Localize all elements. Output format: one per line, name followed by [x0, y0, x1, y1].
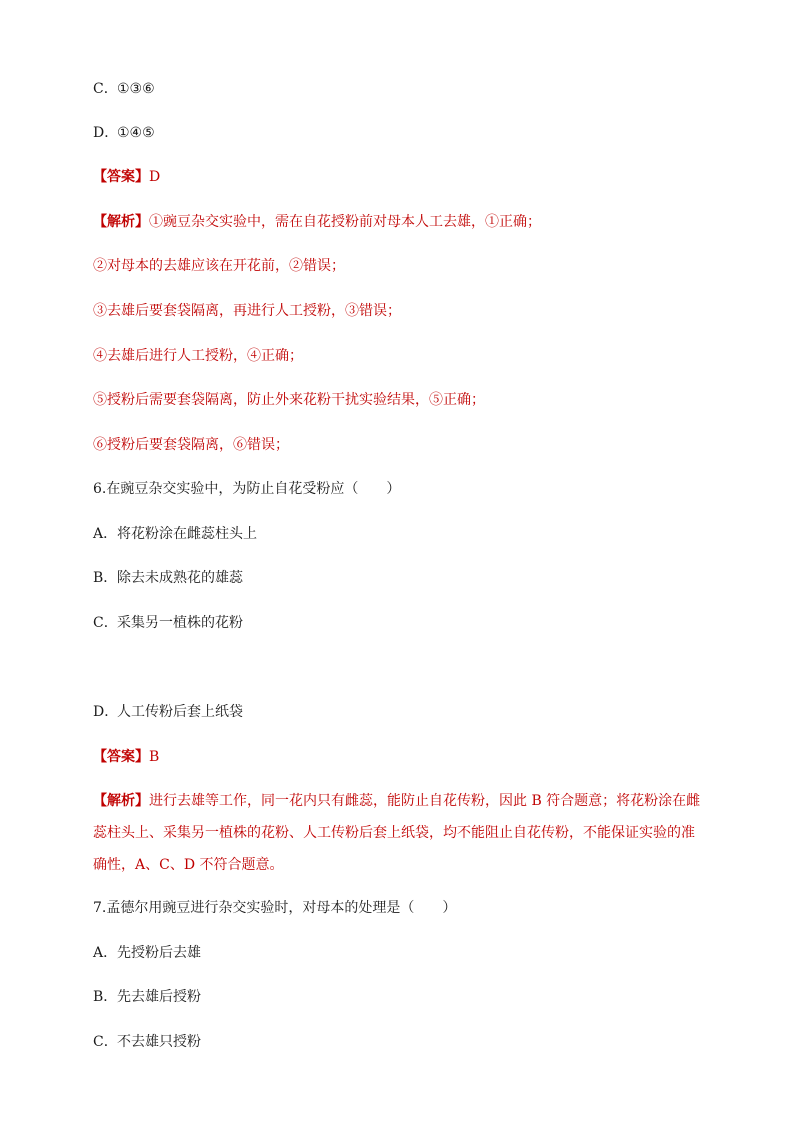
- option-text: ①③⑥: [117, 81, 155, 97]
- answer-tag: 【答案】: [93, 749, 149, 765]
- option-text: 不去雄只授粉: [117, 1034, 201, 1050]
- option-letter: C．: [93, 1034, 118, 1050]
- answer-value: B: [149, 749, 160, 765]
- analysis-text: 进行去雄等工作，同一花内只有雌蕊，能防止自花传粉，因此 B 符合题意；将花粉涂在雌蕊柱头上、采集另一植株的花粉、人工传粉后套上纸袋，均不能阻止自花传粉，不能保证实验的准确性，A、C、D 不符合题意。: [93, 793, 701, 873]
- analysis-text: ①豌豆杂交实验中，需在自花授粉前对母本人工去雄，①正确；: [149, 214, 541, 230]
- q5-option-c: [93, 79, 155, 99]
- analysis-tag: 【解析】: [93, 214, 149, 230]
- option-letter: D．: [93, 125, 119, 141]
- option-letter: C．: [93, 81, 118, 97]
- answer-value: D: [149, 169, 161, 185]
- option-letter: A．: [93, 945, 118, 961]
- q6-option-b: [93, 568, 243, 588]
- q5-analysis-line-2: ②对母本的去雄应该在开花前，②错误；: [93, 258, 345, 274]
- option-letter: D．: [93, 704, 119, 720]
- q6-option-d: [93, 702, 243, 722]
- q6-stem: 6.在豌豆杂交实验中，为防止自花受粉应（ ）: [93, 481, 401, 497]
- option-text: 除去未成熟花的雄蕊: [117, 570, 243, 586]
- q7-stem: 7.孟德尔用豌豆进行杂交实验时，对母本的处理是（ ）: [93, 900, 457, 916]
- q6-option-c: [93, 613, 243, 633]
- q6-answer: [93, 747, 159, 767]
- option-letter: A．: [93, 526, 118, 542]
- q5-analysis-line-4: ④去雄后进行人工授粉，④正确；: [93, 348, 303, 364]
- option-text: 将花粉涂在雌蕊柱头上: [117, 526, 257, 542]
- q6-option-a: [93, 524, 257, 544]
- analysis-tag: 【解析】: [93, 793, 149, 809]
- option-text: 先授粉后去雄: [117, 945, 201, 961]
- q5-option-d: [93, 123, 155, 143]
- option-letter: C．: [93, 615, 118, 631]
- q5-analysis-line-3: ③去雄后要套袋隔离，再进行人工授粉，③错误；: [93, 303, 401, 319]
- q5-answer: [93, 167, 160, 187]
- q7-option-a: [93, 943, 201, 963]
- option-text: 人工传粉后套上纸袋: [117, 704, 243, 720]
- answer-tag: 【答案】: [93, 169, 149, 185]
- option-letter: B．: [93, 989, 118, 1005]
- option-text: ①④⑤: [117, 125, 155, 141]
- q5-analysis-line-6: ⑥授粉后要套袋隔离，⑥错误；: [93, 437, 289, 453]
- q5-analysis-line-1: [93, 212, 541, 232]
- q7-option-c: [93, 1032, 201, 1052]
- option-letter: B．: [93, 570, 118, 586]
- q6-analysis: [93, 785, 705, 881]
- q5-analysis-line-5: ⑤授粉后需要套袋隔离，防止外来花粉干扰实验结果，⑤正确；: [93, 392, 485, 408]
- option-text: 采集另一植株的花粉: [117, 615, 243, 631]
- q7-option-b: [93, 987, 201, 1007]
- option-text: 先去雄后授粉: [117, 989, 201, 1005]
